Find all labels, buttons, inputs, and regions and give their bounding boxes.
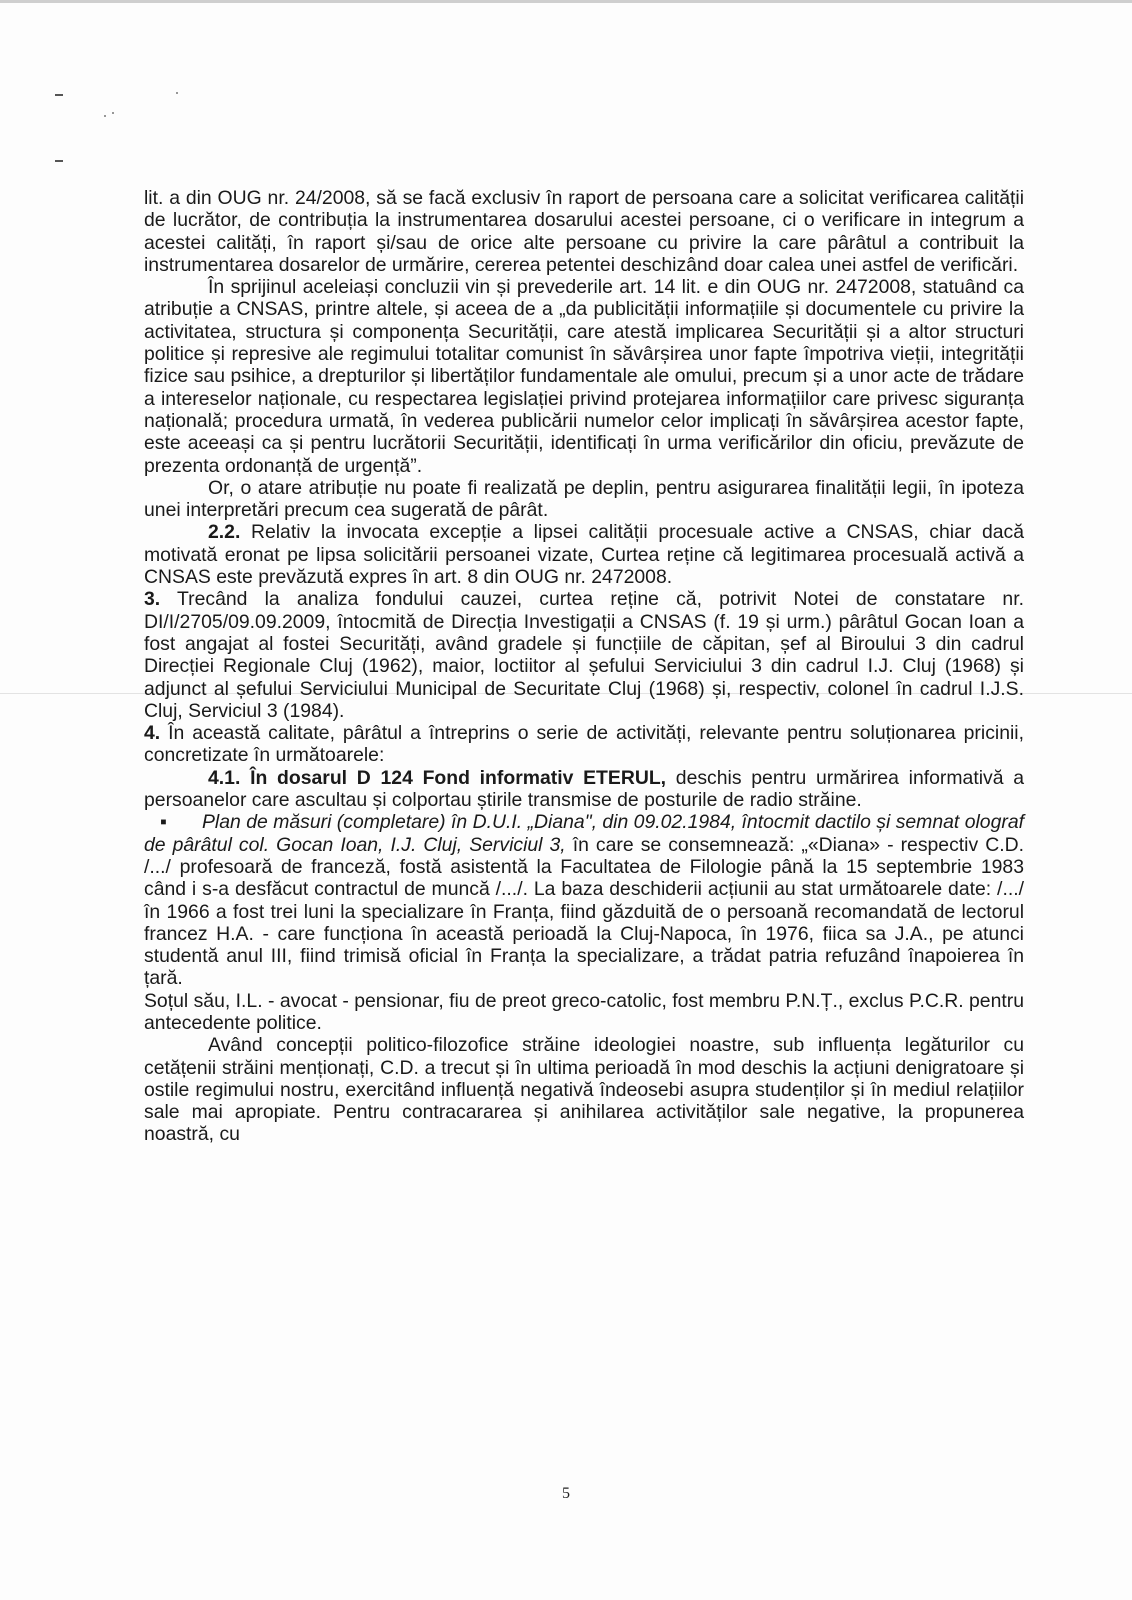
bullet-item — [144, 811, 1024, 989]
paragraph: lit. a din OUG nr. 24/2008, să se facă exclusiv în raport de persoana care a solicitat verificarea calității de lucrător, de contribuția la instrumentarea dosarului acestei persoane, ci o verificare in integrum a acestei calități, în raport și/sau de orice alte persoane cu privire la care pârâtul a contribuit la instrumentarea dosarelor de urmărire, cererea petentei deschizând doar calea unei astfel de verificări. — [144, 187, 1024, 276]
scan-artifact-dot — [112, 112, 114, 114]
section-number: 2.2. — [208, 521, 241, 544]
scan-top-edge — [0, 0, 1132, 3]
section-number: 4. — [144, 722, 161, 745]
scan-artifact-mark — [55, 160, 63, 162]
section-text: deschis pentru urmărirea informativă a persoanelor care ascultau și colportau știrile transmise de posturile de radio străine. — [144, 766, 1024, 812]
scan-artifact-dot — [104, 115, 106, 117]
scan-artifact-dot — [176, 92, 178, 94]
section-4-1 — [144, 767, 1024, 812]
section-number: 3. — [144, 588, 161, 611]
section-text: Trecând la analiza fondului cauzei, curtea reține că, potrivit Notei de constatare nr. DI/I/2705/09.09.2009, întocmită de Direcția Investigații a CNSAS (f. 19 și urm.) pârâtul Gocan Ioan a fost angajat al fostei Securități, având gradele și funcțiile de căpitan, șef al Biroului 3 din cadrul Direcției Regionale Cluj (1962), maior, loctiitor al șefului Serviciului 3 din cadrul I.J. Cluj (1968) și adjunct al șefului Serviciului Municipal de Securitate Cluj (1968) și, respectiv, colonel în cadrul I.J.S. Cluj, Serviciul 3 (1984). — [144, 588, 1024, 722]
bullet-italic-text: Plan de măsuri (completare) în D.U.I. „Diana", din 09.02.1984, întocmit dactilo și semnat olograf de pârâtul col. Gocan Ioan, I.J. Cluj, Serviciul 3, — [144, 811, 1024, 856]
section-text: În această calitate, pârâtul a întreprins o serie de activități, relevante pentru soluționarea pricinii, concretizate în următoarele: — [144, 722, 1024, 767]
section-2-2 — [144, 521, 1024, 588]
paragraph: Având concepții politico-filozofice străine ideologiei noastre, sub influența legăturilor cu cetățenii străini menționați, C.D. a trecut și în ultima perioadă în mod deschis la acțiuni denigratoare și ostile regimului nostru, exercitând influență negativă îndeosebi asupra studenților și în mediul relațiilor sale mai apropiate. Pentru contracararea și anihilarea activităților sale negative, la propunerea noastră, cu — [144, 1034, 1024, 1146]
paragraph: Soțul său, I.L. - avocat - pensionar, fiu de preot greco-catolic, fost membru P.N.Ț., exclus P.C.R. pentru antecedente politice. — [144, 989, 1024, 1034]
section-heading: 4.1. În dosarul D 124 Fond informativ ETERUL, — [208, 766, 667, 789]
section-text: Relativ la invocata excepție a lipsei calității procesuale active a CNSAS, chiar dacă motivată eronat pe lipsa solicitării persoanei vizate, Curtea reține că legitimarea procesuală activă a CNSAS este prevăzută expres în art. 8 din OUG nr. 2472008. — [144, 521, 1024, 589]
bullet-icon: ▪ — [160, 811, 167, 834]
paragraph: Or, o atare atribuție nu poate fi realizată pe deplin, pentru asigurarea finalității legii, în ipoteza unei interpretări precum cea sugerată de pârât. — [144, 476, 1024, 522]
document-body — [144, 187, 1024, 1146]
bullet-text: în care se consemnează: „«Diana» - respectiv C.D. /.../ profesoară de franceză, fostă asistentă la Facultatea de Filologie până la 15 septembrie 1983 când i s-a desfăcut contractul de muncă /.../. La baza deschiderii acțiunii au stat următoarele date: /.../ în 1966 a fost trei luni la specializare în Franța, fiind găzduită de o persoană recomandată de lectorul francez H.A. - care funcționa în această perioadă la Cluj-Napoca, în 1976, fiica sa J.A., pe atunci studentă anul III, fiind trimisă oficial în Franța la specializare, a trădat patria refuzând înapoierea în țară. — [144, 833, 1024, 990]
section-4 — [144, 722, 1024, 767]
paragraph: În sprijinul aceleiași concluzii vin și prevederile art. 14 lit. e din OUG nr. 2472008, statuând ca atribuție a CNSAS, printre altele, și aceea de a „da publicității informațiile și documentele cu privire la activitatea, structura și componența Securității, care atestă implicarea Securității și a altor structuri politice și represive ale regimului totalitar comunist în săvârșirea unor fapte împotriva vieții, integrității fizice sau psihice, a drepturilor și libertăților fundamentale ale omului, precum și a unor acte de trădare a intereselor naționale, cu respectarea legislației privind protejarea informațiilor care privesc siguranța națională; procedura urmată, în vederea publicării numelor celor implicați în săvârșirea acestor fapte, este aceeași ca și pentru lucrătorii Securității, identificați în urma verificărilor din oficiu, prevăzute de prezenta ordonanță de urgență”. — [144, 276, 1024, 477]
page-number: 5 — [562, 1485, 570, 1502]
section-3 — [144, 588, 1024, 722]
scan-artifact-mark — [55, 94, 63, 96]
